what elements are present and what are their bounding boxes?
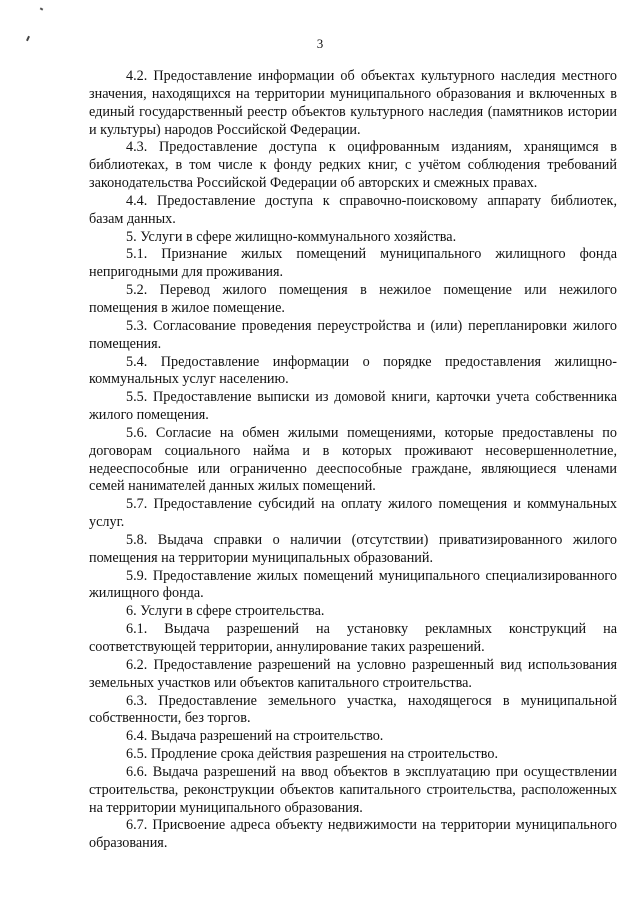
paragraph-6-6: 6.6. Выдача разрешений на ввод объектов в эксплуатацию при осуществлении строительства, реконструкции объектов капитального строительства, расположенных на территории муниципального образования. <box>89 763 617 816</box>
paragraph-6-5: 6.5. Продление срока действия разрешения на строительство. <box>126 746 498 763</box>
page-number: 3 <box>316 36 324 51</box>
paragraph-6-2: 6.2. Предоставление разрешений на условно разрешенный вид использования земельных участков или объектов капитального строительства. <box>89 656 617 691</box>
scan-speck <box>40 7 44 10</box>
paragraph-5-5: 5.5. Предоставление выписки из домовой книги, карточки учета собственника жилого помещения. <box>89 389 617 424</box>
paragraph-5-4: 5.4. Предоставление информации о порядке предоставления жилищно-коммунальных услуг населению. <box>89 353 617 388</box>
paragraph-5-8: 5.8. Выдача справки о наличии (отсутствии) приватизированного жилого помещения на территории муниципальных образований. <box>89 531 617 566</box>
paragraph-4-4: 4.4. Предоставление доступа к справочно-поисковому аппарату библиотек, базам данных. <box>89 192 617 227</box>
paragraph-4-2: 4.2. Предоставление информации об объектах культурного наследия местного значения, находящихся на территории муниципального образования и включенных в единый государственный реестр объектов культурного наследия (памятников истории и культуры) народов Российской Федерации. <box>89 68 617 138</box>
paragraph-6-4: 6.4. Выдача разрешений на строительство. <box>126 728 384 745</box>
paragraph-6-3: 6.3. Предоставление земельного участка, находящегося в муниципальной собственности, без торгов. <box>89 692 617 727</box>
paragraph-4-3: 4.3. Предоставление доступа к оцифрованным изданиям, хранящимся в библиотеках, в том числе к фонду редких книг, с учётом соблюдения требований законодательства Российской Федерации об авторских и смежных правах. <box>89 139 617 192</box>
section-6-heading: 6. Услуги в сфере строительства. <box>126 603 325 620</box>
paragraph-5-9: 5.9. Предоставление жилых помещений муниципального специализированного жилищного фонда. <box>89 567 617 602</box>
paragraph-5-2: 5.2. Перевод жилого помещения в нежилое помещение или нежилого помещения в жилое помещение. <box>89 282 617 316</box>
section-5-heading: 5. Услуги в сфере жилищно-коммунального хозяйства. <box>126 228 457 245</box>
paragraph-6-1: 6.1. Выдача разрешений на установку рекламных конструкций на соответствующей территории, аннулирование таких разрешений. <box>89 621 617 655</box>
paragraph-6-7: 6.7. Присвоение адреса объекту недвижимости на территории муниципального образования. <box>89 817 617 852</box>
paragraph-5-6: 5.6. Согласие на обмен жилыми помещениями, которые предоставлены по договорам социального найма и в которых проживают несовершеннолетние, недееспособные или ограниченно дееспособные граждане, являющиеся членами семей нанимателей данных жилых помещений. <box>89 424 617 495</box>
paragraph-5-3: 5.3. Согласование проведения переустройства и (или) перепланировки жилого помещения. <box>89 317 617 352</box>
paragraph-5-1: 5.1. Признание жилых помещений муниципального жилищного фонда непригодными для проживания. <box>89 246 617 281</box>
document-body <box>89 68 617 853</box>
paragraph-5-7: 5.7. Предоставление субсидий на оплату жилого помещения и коммунальных услуг. <box>89 496 617 531</box>
